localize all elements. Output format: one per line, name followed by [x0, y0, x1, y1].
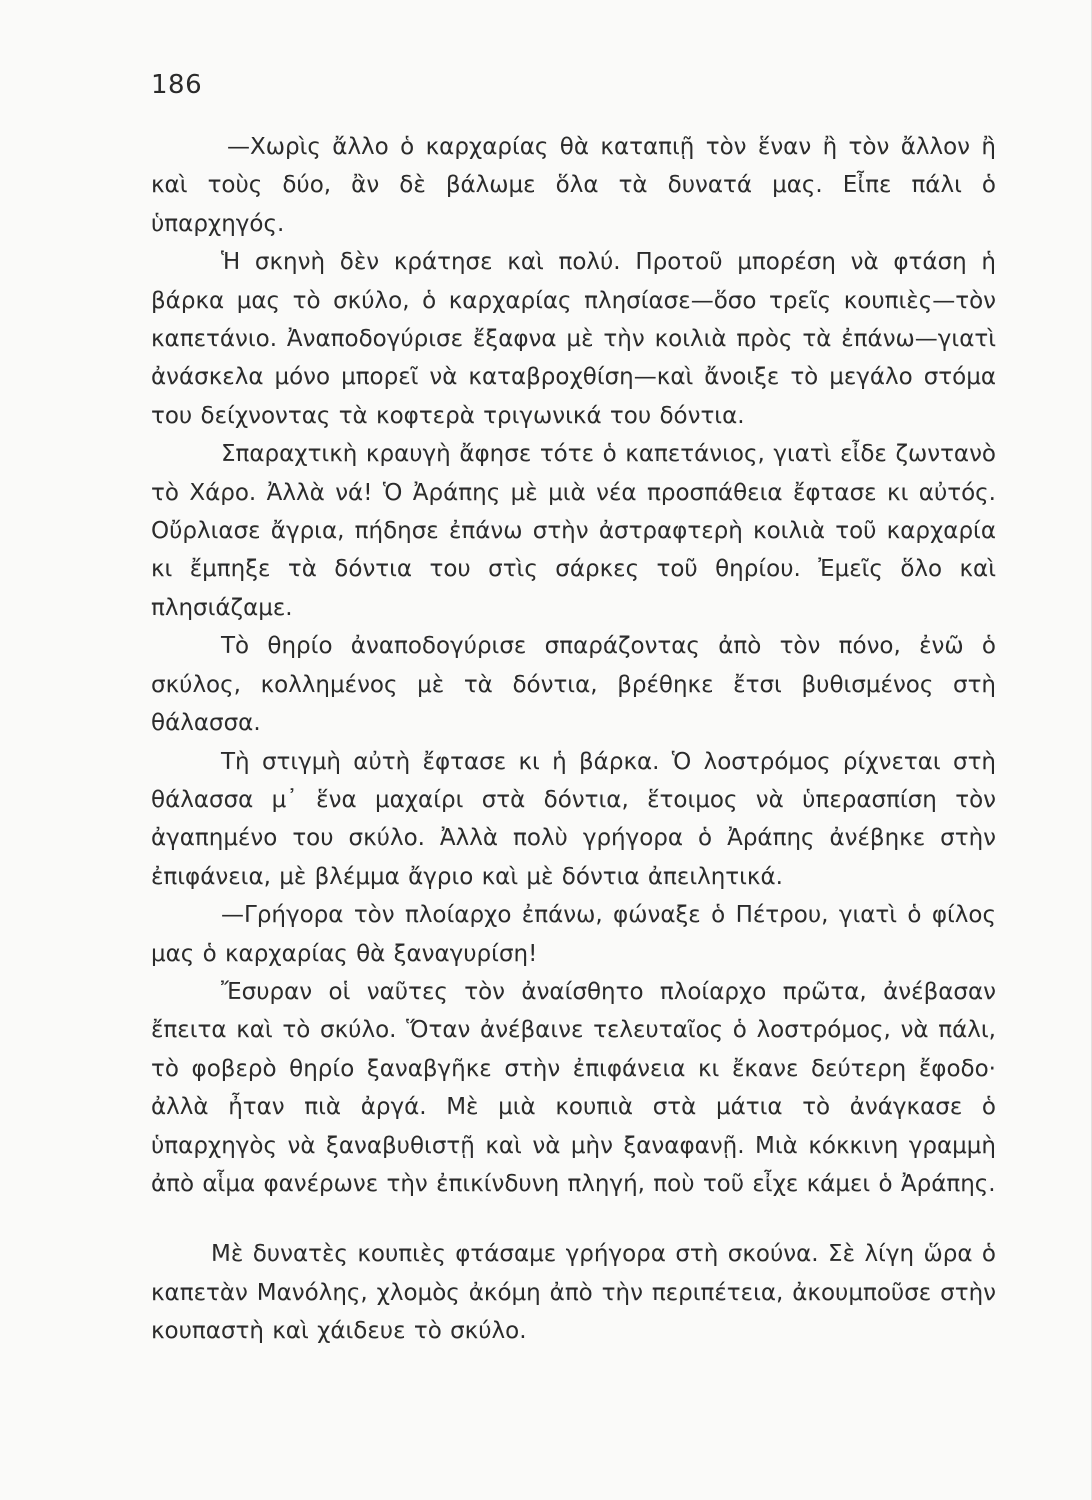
paragraph-7: Ἔσυραν οἱ ναῦτες τὸν ἀναίσθητο πλοίαρχο πρῶτα, ἀνέβασαν ἔπειτα καὶ τὸ σκύλο. Ὅταν ἀνέβαινε τελευταῖος ὁ λοστρόμος, νὰ πάλι, τὸ φοβερὸ θηρίο ξαναβγῆκε στὴν ἐπιφάνεια κι ἔκανε δεύτερη ἔφοδο· ἀλλὰ ἦταν πιὰ ἀργά. Μὲ μιὰ κουπιὰ στὰ μάτια τὸ ἀνάγκασε ὁ ὑπαρχηγὸς νὰ ξαναβυθιστῇ καὶ νὰ μὴν ξαναφανῇ. Μιὰ κόκκινη γραμμὴ ἀπὸ αἷμα φανέρωνε τὴν ἐπικίνδυνη πληγή, ποὺ τοῦ εἶχε κάμει ὁ Ἀράπης.	[151, 978, 996, 1197]
page-number: 186	[151, 70, 203, 100]
paragraph-3: Σπαραχτικὴ κραυγὴ ἄφησε τότε ὁ καπετάνιος, γιατὶ εἶδε ζωντανὸ τὸ Χάρο. Ἀλλὰ νά! Ὁ Ἀράπης μὲ μιὰ νέα προσπάθεια ἔφτασε κι αὐτός. Οὔρλιασε ἄγρια, πήδησε ἐπάνω στὴν ἀστραφτερὴ κοιλιὰ τοῦ καρχαρία κι ἔμπηξε τὰ δόντια του στὶς σάρκες τοῦ θηρίου. Ἐμεῖς ὅλο καὶ πλησιάζαμε.	[151, 441, 996, 621]
paragraph-4: Τὸ θηρίο ἀναποδογύρισε σπαράζοντας ἀπὸ τὸν πόνο, ἐνῶ ὁ σκύλος, κολλημένος μὲ τὰ δόντια, βρέθηκε ἔτσι βυθισμένος στὴ θάλασσα.	[151, 633, 996, 737]
paragraph-1: —Χωρὶς ἄλλο ὁ καρχαρίας θὰ καταπιῇ τὸν ἕναν ἢ τὸν ἄλλον ἢ καὶ τοὺς δύο, ἂν δὲ βάλωμε ὅλα τὰ δυνατά μας. Εἶπε πάλι ὁ ὑπαρχηγός.	[151, 134, 996, 237]
paragraph-2: Ἡ σκηνὴ δὲν κράτησε καὶ πολύ. Προτοῦ μπορέση νὰ φτάση ἡ βάρκα μας τὸ σκύλο, ὁ καρχαρίας πλησίασε—ὅσο τρεῖς κουπιὲς—τὸν καπετάνιο. Ἀναποδογύρισε ἔξαφνα μὲ τὴν κοιλιὰ πρὸς τὰ ἐπάνω—γιατὶ ἀνάσκελα μόνο μπορεῖ νὰ καταβροχθίση—καὶ ἄνοιξε τὸ μεγάλο στόμα του δείχνοντας τὰ κοφτερὰ τριγωνικά του δόντια.	[151, 249, 996, 429]
body-text	[151, 128, 996, 1351]
paragraph-8: Μὲ δυνατὲς κουπιὲς φτάσαμε γρήγορα στὴ σκούνα. Σὲ λίγη ὥρα ὁ καπετὰν Μανόλης, χλομὸς ἀκόμη ἀπὸ τὴν περιπέτεια, ἀκουμποῦσε στὴν κουπαστὴ καὶ χάιδευε τὸ σκύλο.	[151, 1241, 996, 1345]
paragraph-5: Τὴ στιγμὴ αὐτὴ ἔφτασε κι ἡ βάρκα. Ὁ λοστρόμος ρίχνεται στὴ θάλασσα μ᾽ ἕνα μαχαίρι στὰ δόντια, ἕτοιμος νὰ ὑπερασπίση τὸν ἀγαπημένο του σκύλο. Ἀλλὰ πολὺ γρήγορα ὁ Ἀράπης ἀνέβηκε στὴν ἐπιφάνεια, μὲ βλέμμα ἄγριο καὶ μὲ δόντια ἀπειλητικά.	[151, 748, 996, 890]
paragraph-6: —Γρήγορα τὸν πλοίαρχο ἐπάνω, φώναξε ὁ Πέτρου, γιατὶ ὁ φίλος μας ὁ καρχαρίας θὰ ξαναγυρίση!	[151, 902, 996, 967]
